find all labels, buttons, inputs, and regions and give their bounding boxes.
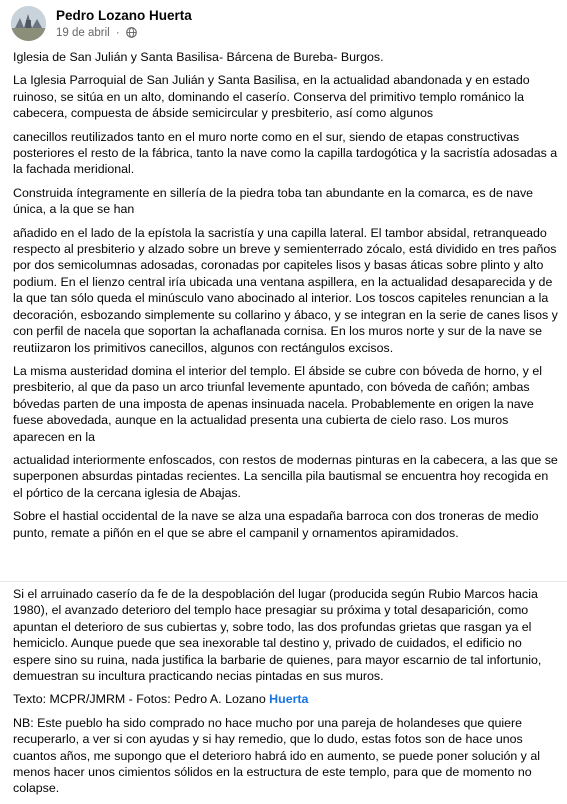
paragraph: canecillos reutilizados tanto en el muro norte como en el sur, siendo de etapas constructivas posteriores el resto de la fábrica, tanto la nave como la capilla tardogótica y la sacristía adosadas a la fachada meridional. (13, 129, 558, 177)
paragraph: Iglesia de San Julián y Santa Basilisa- Bárcena de Bureba- Burgos. (13, 50, 384, 64)
post-body-continued (13, 586, 560, 804)
divider (0, 581, 567, 582)
avatar-photo-icon (11, 6, 46, 41)
paragraph: Sobre el hastial occidental de la nave se alza una espadaña barroca con dos troneras de medio punto, remate a piñón en el que se abre el campanil y ornamentos apiramidados. (13, 509, 539, 540)
paragraph: La misma austeridad domina el interior del templo. El ábside se cubre con bóveda de horno, y el presbiterio, al que da paso un arco triunfal levemente apuntado, con bóveda de cañón; ambas bóvedas parten de una imposta de apenas insinuada nacela. Probablemente en origen la nave fuese abovedada, aunque en la actualidad presenta una cubierta de cielo raso. Los muros aparecen en la (13, 363, 542, 444)
post-body (13, 49, 560, 548)
paragraph: añadido en el lado de la epístola la sacristía y una capilla lateral. El tambor absidal, retranqueado respecto al presbiterio y alzado sobre un breve y semienterrado zócalo, está dividido en tres paños por dos semicolumnas adosadas, coronadas por capiteles lisos y basas áticas sobre plinto y alto podium. En el lienzo central iría ubicada una ventana aspillera, en la actualidad desaparecida y de la que tan sólo queda el minúsculo vano abocinado al interior. Los toscos capiteles renuncian a la decoración, esbozando simplemente su collarino y ábaco, y se integran en la serie de canes lisos y con perfil de nacela que soportan la achaflanada cornisa. En los muros norte y sur de la nave se reutiizaron los primitivos canecillos, algunos con rectángulos excisos. (13, 225, 558, 355)
meta-separator: · (115, 27, 120, 39)
avatar[interactable] (11, 6, 46, 41)
credits-text: Texto: MCPR/JMRM - Fotos: Pedro A. Lozano (13, 692, 270, 707)
paragraph: Si el arruinado caserío da fe de la despoblación del lugar (producida según Rubio Marcos hacia 1980), el avanzado deterioro del templo hace presagiar su próxima y total desaparición, como apuntan el deterioro de sus cubiertas y, sobre todo, las dos profundas grietas que rasgan ya el hemiciclo. Aunque puede que sea inexorable tal destino y, privado de cuidados, el edificio no espere sino su ruina, nada justifica la barbarie de quienes, para mayor escarnio de tal infortunio, demuestran su incultura practicando necias pintadas en sus muros. (13, 587, 542, 684)
author-mention-link[interactable]: Huerta (269, 692, 309, 707)
globe-icon[interactable] (126, 27, 137, 41)
post-date[interactable]: 19 de abril (56, 27, 110, 39)
paragraph: actualidad interiormente enfoscados, con restos de modernas pinturas en la cabecera, a las que se superponen absurdas pintadas recientes. La sencilla pila bautismal se encuentra hoy recogida en el pórtico de la cercana iglesia de Abajas. (13, 452, 558, 500)
paragraph: La Iglesia Parroquial de San Julián y Santa Basilisa, en la actualidad abandonada y en estado ruinoso, se sitúa en un alto, dominando el caserío. Conserva del primitivo templo románico la cabecera, compuesta de ábside semicircular y presbiterio, así como algunos (13, 73, 530, 121)
author-name[interactable]: Pedro Lozano Huerta (56, 8, 192, 23)
credits (13, 691, 560, 707)
note-paragraph: NB: Este pueblo ha sido comprado no hace mucho por una pareja de holandeses que quiere recuperarlo, a ver si con ayudas y si hay remedio, que lo dudo, estas fotos son de hace unos cuantos años, me supongo que el deterioro habrá ido en aumento, se puede poner solución y al menos hacer unos cimientos sólidos en la estructura de este templo, para que de momento no colapse. (13, 715, 540, 796)
post-header (11, 5, 551, 41)
post-meta (56, 27, 137, 41)
paragraph: Construida íntegramente en sillería de la piedra toba tan abundante en la comarca, es de nave única, a la que se han (13, 185, 534, 217)
